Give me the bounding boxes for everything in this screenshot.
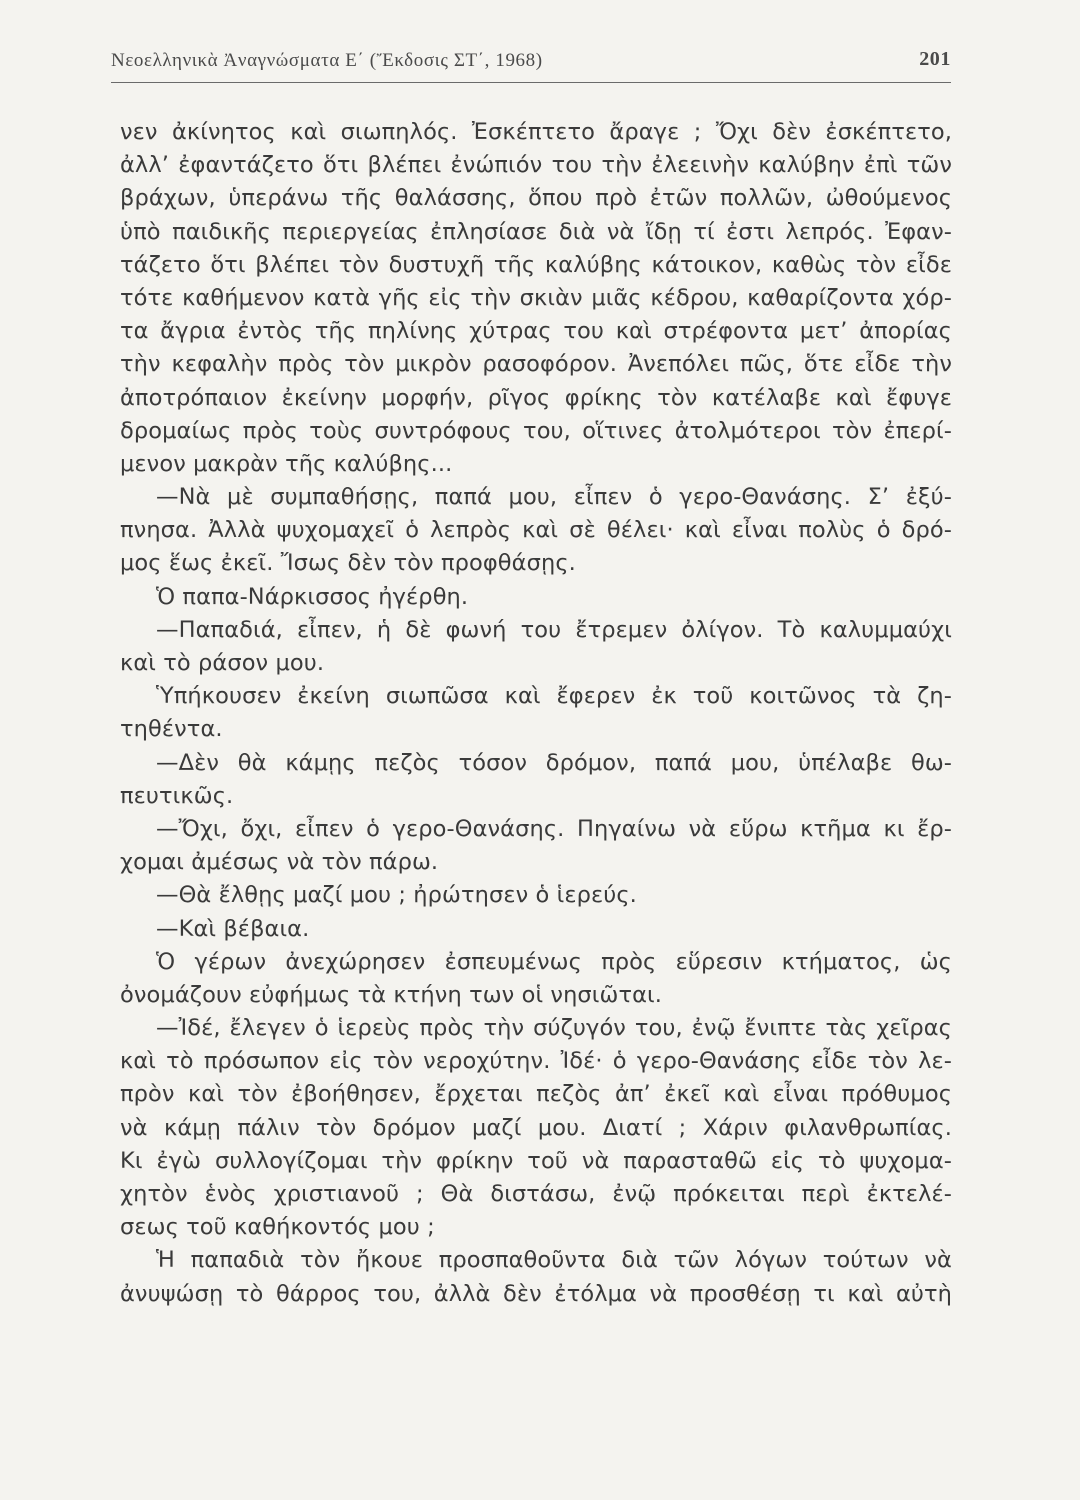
text-line: καὶ τὸ πρόσωπον εἰς τὸν νεροχύτην. Ἰδέ· ὁ γερο-Θανάσης εἶδε τὸν λε-: [120, 1048, 952, 1075]
text-line: βράχων, ὑπεράνω τῆς θαλάσσης, ὅπου πρὸ ἐτῶν πολλῶν, ὠθούμενος: [120, 185, 952, 212]
text-line: καὶ τὸ ράσον μου.: [120, 650, 325, 676]
body-text: [120, 116, 952, 1311]
text-line: σεως τοῦ καθήκοντός μου ;: [120, 1214, 435, 1241]
text-line: —Ἰδέ, ἔλεγεν ὁ ἱερεὺς πρὸς τὴν σύζυγόν του, ἐνῷ ἔνιπτε τὰς χεῖρας: [156, 1015, 952, 1042]
text-line: Ὁ παπα-Νάρκισσος ἠγέρθη.: [156, 583, 469, 610]
text-line: —Θὰ ἔλθῃς μαζί μου ; ἠρώτησεν ὁ ἱερεύς.: [156, 882, 637, 909]
text-line: Ὑπήκουσεν ἐκείνη σιωπῶσα καὶ ἔφερεν ἐκ τοῦ κοιτῶνος τὰ ζη-: [156, 683, 952, 710]
text-line: τὴν κεφαλὴν πρὸς τὸν μικρὸν ρασοφόρον. Ἀνεπόλει πῶς, ὅτε εἶδε τὴν: [120, 351, 952, 378]
header-title: Νεοελληνικὰ Ἀναγνώσματα Ε΄ (Ἔκδοσις ΣΤ΄, 1968): [111, 50, 543, 71]
page-number: 201: [919, 48, 951, 70]
text-line: ἀλλ’ ἐφαντάζετο ὅτι βλέπει ἐνώπιόν του τὴν ἐλεεινὴν καλύβην ἐπὶ τῶν: [120, 152, 952, 179]
text-line: —Ὄχι, ὄχι, εἶπεν ὁ γερο-Θανάσης. Πηγαίνω νὰ εὕρω κτῆμα κι ἔρ-: [156, 815, 952, 842]
text-line: μενον μακρὰν τῆς καλύβης...: [120, 450, 453, 477]
running-header: [111, 44, 951, 84]
text-line: ὑπὸ παιδικῆς περιεργείας ἐπλησίασε διὰ νὰ ἴδῃ τί ἐστι λεπρός. Ἐφαν-: [120, 218, 952, 245]
text-line: τότε καθήμενον κατὰ γῆς εἰς τὴν σκιὰν μιᾶς κέδρου, καθαρίζοντα χόρ-: [120, 284, 952, 311]
text-line: νεν ἀκίνητος καὶ σιωπηλός. Ἐσκέπτετο ἄραγε ; Ὄχι δὲν ἐσκέπτετο,: [120, 119, 952, 145]
text-line: δρομαίως πρὸς τοὺς συντρόφους του, οἵτινες ἀτολμότεροι τὸν ἐπερί-: [120, 417, 952, 444]
text-line: χητὸν ἑνὸς χριστιανοῦ ; Θὰ διστάσω, ἐνῷ πρόκειται περὶ ἐκτελέ-: [120, 1181, 952, 1207]
text-line: —Νὰ μὲ συμπαθήσῃς, παπά μου, εἶπεν ὁ γερο-Θανάσης. Σ’ ἐξύ-: [156, 484, 952, 511]
text-line: —Παπαδιά, εἶπεν, ἡ δὲ φωνή του ἔτρεμεν ὀλίγον. Τὸ καλυμμαύχι: [156, 616, 952, 643]
text-line: —Δὲν θὰ κάμῃς πεζὸς τόσον δρόμον, παπά μου, ὑπέλαβε θω-: [156, 749, 952, 776]
text-line: ὀνομάζουν εὐφήμως τὰ κτήνη των οἱ νησιῶται.: [120, 981, 662, 1008]
text-line: μος ἕως ἐκεῖ. Ἴσως δὲν τὸν προφθάσῃς.: [120, 550, 576, 577]
text-line: πευτικῶς.: [120, 782, 234, 809]
text-line: Κι ἐγὼ συλλογίζομαι τὴν φρίκην τοῦ νὰ παρασταθῶ εἰς τὸ ψυχομα-: [120, 1147, 952, 1174]
text-line: χομαι ἀμέσως νὰ τὸν πάρω.: [120, 849, 439, 876]
text-line: τα ἄγρια ἐντὸς τῆς πηλίνης χύτρας του καὶ στρέφοντα μετ’ ἀπορίας: [120, 318, 952, 345]
text-line: —Καὶ βέβαια.: [156, 915, 310, 942]
text-line: Ἡ παπαδιὰ τὸν ἤκουε προσπαθοῦντα διὰ τῶν λόγων τούτων νὰ: [156, 1247, 952, 1274]
text-line: πνησα. Ἀλλὰ ψυχομαχεῖ ὁ λεπρὸς καὶ σὲ θέλει· καὶ εἶναι πολὺς ὁ δρό-: [120, 517, 952, 544]
text-line: τάζετο ὅτι βλέπει τὸν δυστυχῆ τῆς καλύβης κάτοικον, καθὼς τὸν εἶδε: [120, 251, 952, 278]
text-line: τηθέντα.: [120, 716, 223, 743]
text-line: Ὁ γέρων ἀνεχώρησεν ἐσπευμένως πρὸς εὕρεσιν κτήματος, ὡς: [156, 948, 952, 975]
header-rule: [111, 82, 951, 83]
text-line: ἀποτρόπαιον ἐκείνην μορφήν, ρῖγος φρίκης τὸν κατέλαβε καὶ ἔφυγε: [120, 384, 952, 411]
text-line: πρὸν καὶ τὸν ἐβοήθησεν, ἔρχεται πεζὸς ἀπ’ ἐκεῖ καὶ εἶναι πρόθυμος: [120, 1081, 952, 1108]
text-line: ἀνυψώσῃ τὸ θάρρος του, ἀλλὰ δὲν ἐτόλμα νὰ προσθέσῃ τι καὶ αὐτὴ: [120, 1280, 952, 1307]
text-line: νὰ κάμῃ πάλιν τὸν δρόμον μαζί μου. Διατί ; Χάριν φιλανθρωπίας.: [120, 1114, 952, 1141]
